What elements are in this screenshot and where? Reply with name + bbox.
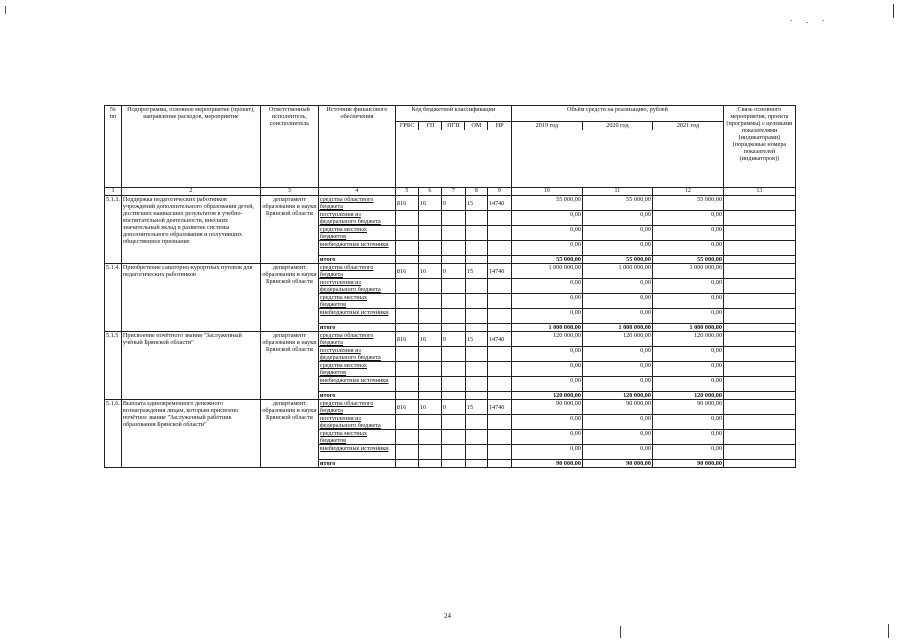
activity-name: Присвоение почётного звания "Заслуженный учёный Брянской области" (121, 332, 260, 400)
total-amount-cell: 1 000 000,00 (511, 324, 582, 332)
column-numbers-row (105, 188, 796, 196)
activity-name: Поддержка педагогических работников учреждений дополнительного образования детей, достигших наивысших результатов в учебно-воспитательной деятельности, внесших значительный вклад в развитие системы дополнительного образования и получивших общественное признание (121, 196, 260, 264)
amount-cell: 0,00 (511, 430, 582, 445)
total-amount-cell: 1 000 000,00 (652, 324, 723, 332)
funding-source: средства местных бюджетов (318, 362, 395, 377)
header-code-om: ОМ (465, 122, 488, 130)
budget-code-empty (418, 392, 441, 400)
indicator-link-cell (723, 377, 795, 392)
header-code-group (395, 106, 511, 188)
column-number: 10 (511, 188, 582, 196)
scan-artifact (893, 4, 894, 18)
funding-source: средства местных бюджетов (318, 294, 395, 309)
indicator-link-cell (723, 430, 795, 445)
total-amount-cell: 120 000,00 (511, 392, 582, 400)
header-code-grbs: ГРБС (396, 122, 419, 130)
budget-code: 0 (441, 196, 465, 211)
indicator-link-cell (723, 362, 795, 377)
budget-code-empty (465, 460, 487, 468)
indicator-link-cell (723, 211, 795, 226)
funding-source: поступления из федерального бюджета (318, 415, 395, 430)
total-amount-cell: 120 000,00 (652, 392, 723, 400)
budget-code-empty (395, 294, 418, 309)
budget-code: 816 (395, 264, 418, 279)
activity-name: Выплата единовременного денежного вознаграждения лицам, которым присвоено почётное звание "Заслуженный работник образования Брянской области" (121, 400, 260, 468)
amount-cell: 120 000,00 (652, 332, 723, 347)
budget-code-empty (418, 256, 441, 264)
amount-cell: 0,00 (652, 294, 723, 309)
budget-code: 14740 (487, 264, 511, 279)
amount-cell: 0,00 (582, 430, 652, 445)
amount-cell: 0,00 (582, 279, 652, 294)
budget-code: 15 (465, 332, 487, 347)
budget-code-empty (465, 279, 487, 294)
total-amount-cell: 55 000,00 (652, 256, 723, 264)
budget-code-empty (487, 294, 511, 309)
amount-cell: 0,00 (582, 445, 652, 460)
activity-number: 5.1.5 (105, 332, 122, 400)
table-header-row (105, 106, 796, 188)
amount-cell: 55 000,00 (652, 196, 723, 211)
amount-cell: 0,00 (652, 445, 723, 460)
header-source: Источник финансового обеспечения (318, 106, 395, 188)
budget-code-empty (441, 241, 465, 256)
header-year-2021: 2021 год (653, 122, 723, 130)
budget-code-empty (395, 377, 418, 392)
budget-code: 15 (465, 264, 487, 279)
budget-code-empty (418, 211, 441, 226)
total-amount-cell: 90 000,00 (652, 460, 723, 468)
total-amount-cell: 90 000,00 (582, 460, 652, 468)
budget-code-empty (441, 279, 465, 294)
indicator-link-cell (723, 241, 795, 256)
column-number: 9 (487, 188, 511, 196)
amount-cell: 0,00 (511, 226, 582, 241)
header-indicators: Связь основного мероприятия, проекта (программы) с целевыми показателями (индикаторами) (порядковые номера показателей (индикаторов)) (723, 106, 795, 188)
amount-cell: 90 000,00 (511, 400, 582, 415)
indicator-link-cell (723, 264, 795, 279)
amount-cell: 90 000,00 (652, 400, 723, 415)
budget-code: 816 (395, 400, 418, 415)
budget-code-empty (487, 324, 511, 332)
amount-cell: 0,00 (652, 415, 723, 430)
indicator-link-cell (723, 400, 795, 415)
activity-number: 5.1.3. (105, 196, 122, 264)
budget-code-empty (395, 415, 418, 430)
amount-cell: 55 000,00 (511, 196, 582, 211)
funding-source: средства областного бюджета (318, 196, 395, 211)
indicator-link-cell (723, 460, 795, 468)
amount-cell: 55 000,00 (582, 196, 652, 211)
header-code-nr: НР (488, 122, 511, 130)
amount-cell: 1 000 000,00 (511, 264, 582, 279)
total-label: итого (318, 460, 395, 468)
budget-code-empty (441, 362, 465, 377)
amount-cell: 0,00 (582, 377, 652, 392)
budget-code-empty (395, 324, 418, 332)
budget-code: 0 (441, 332, 465, 347)
budget-code-empty (441, 256, 465, 264)
total-label: итого (318, 324, 395, 332)
budget-code-empty (487, 211, 511, 226)
column-number: 12 (652, 188, 723, 196)
amount-cell: 0,00 (652, 226, 723, 241)
total-amount-cell: 120 000,00 (582, 392, 652, 400)
header-num: № пп (105, 106, 122, 188)
budget-code: 16 (418, 332, 441, 347)
budget-code-empty (465, 211, 487, 226)
budget-code: 14740 (487, 196, 511, 211)
amount-cell: 0,00 (652, 211, 723, 226)
budget-code-empty (487, 392, 511, 400)
funding-source: средства областного бюджета (318, 332, 395, 347)
budget-code-empty (465, 294, 487, 309)
amount-cell: 0,00 (652, 377, 723, 392)
funding-source: средства областного бюджета (318, 400, 395, 415)
activity-name: Приобретение санаторно-курортных путевок для педагогических работников (121, 264, 260, 332)
budget-code-empty (441, 324, 465, 332)
funding-source: средства областного бюджета (318, 264, 395, 279)
budget-code-empty (441, 347, 465, 362)
column-number: 6 (418, 188, 441, 196)
funding-source: поступления из федерального бюджета (318, 211, 395, 226)
budget-code: 16 (418, 400, 441, 415)
amount-cell: 0,00 (582, 226, 652, 241)
budget-code-empty (487, 309, 511, 324)
budget-code-empty (465, 256, 487, 264)
budget-code-empty (465, 445, 487, 460)
indicator-link-cell (723, 392, 795, 400)
total-amount-cell: 55 000,00 (582, 256, 652, 264)
responsible-executor: департамент образования и науки Брянской области (260, 196, 318, 264)
budget-code-empty (395, 460, 418, 468)
table-row (105, 400, 796, 415)
budget-code-empty (441, 294, 465, 309)
budget-code-empty (487, 377, 511, 392)
header-code-group-title: Код бюджетной классификации (411, 106, 496, 113)
budget-code: 816 (395, 332, 418, 347)
amount-cell: 120 000,00 (511, 332, 582, 347)
code-subheader (396, 121, 511, 130)
header-volume-group (511, 106, 723, 188)
funding-source: внебюджетные источники (318, 445, 395, 460)
total-amount-cell: 1 000 000,00 (582, 324, 652, 332)
budget-code-empty (441, 226, 465, 241)
funding-source: внебюджетные источники (318, 309, 395, 324)
amount-cell: 0,00 (511, 445, 582, 460)
responsible-executor: департамент образования и науки Брянской области (260, 400, 318, 468)
budget-code-empty (465, 347, 487, 362)
scan-artifact (822, 20, 824, 21)
amount-cell: 0,00 (511, 415, 582, 430)
budget-code-empty (418, 430, 441, 445)
budget-code-empty (465, 430, 487, 445)
column-number: 3 (260, 188, 318, 196)
budget-code: 16 (418, 196, 441, 211)
amount-cell: 0,00 (511, 347, 582, 362)
column-number: 7 (441, 188, 465, 196)
budget-code-empty (441, 430, 465, 445)
funding-source: внебюджетные источники (318, 377, 395, 392)
year-subheader (512, 121, 723, 130)
budget-code-empty (418, 415, 441, 430)
total-amount-cell: 55 000,00 (511, 256, 582, 264)
responsible-executor: департамент образования и науки Брянской области (260, 332, 318, 400)
budget-code: 14740 (487, 332, 511, 347)
budget-code-empty (418, 279, 441, 294)
funding-source: поступления из федерального бюджета (318, 279, 395, 294)
budget-table (104, 105, 796, 468)
header-year-2020: 2020 год (582, 122, 652, 130)
budget-code-empty (395, 430, 418, 445)
budget-code-empty (441, 392, 465, 400)
activity-number: 5.1.4. (105, 264, 122, 332)
budget-code-empty (441, 377, 465, 392)
budget-code-empty (487, 226, 511, 241)
budget-code-empty (395, 362, 418, 377)
amount-cell: 0,00 (582, 362, 652, 377)
budget-code: 0 (441, 400, 465, 415)
amount-cell: 0,00 (582, 241, 652, 256)
budget-code-empty (395, 279, 418, 294)
indicator-link-cell (723, 415, 795, 430)
scan-artifact (888, 624, 889, 638)
indicator-link-cell (723, 279, 795, 294)
budget-code-empty (395, 241, 418, 256)
funding-source: поступления из федерального бюджета (318, 347, 395, 362)
budget-code-empty (487, 347, 511, 362)
budget-code-empty (465, 309, 487, 324)
column-number: 4 (318, 188, 395, 196)
budget-code-empty (418, 309, 441, 324)
budget-code-empty (465, 392, 487, 400)
amount-cell: 1 000 000,00 (582, 264, 652, 279)
budget-code-empty (441, 445, 465, 460)
amount-cell: 0,00 (652, 347, 723, 362)
budget-code-empty (487, 241, 511, 256)
amount-cell: 0,00 (582, 415, 652, 430)
budget-code-empty (441, 211, 465, 226)
indicator-link-cell (723, 256, 795, 264)
budget-code-empty (418, 226, 441, 241)
amount-cell: 0,00 (652, 430, 723, 445)
budget-code-empty (395, 392, 418, 400)
column-number: 13 (723, 188, 795, 196)
indicator-link-cell (723, 324, 795, 332)
budget-code-empty (465, 241, 487, 256)
column-number: 8 (465, 188, 487, 196)
scan-artifact (790, 20, 792, 21)
amount-cell: 120 000,00 (582, 332, 652, 347)
budget-code-empty (418, 460, 441, 468)
total-label: итого (318, 256, 395, 264)
budget-code: 816 (395, 196, 418, 211)
indicator-link-cell (723, 294, 795, 309)
responsible-executor: департамент образования и науки Брянской области (260, 264, 318, 332)
budget-code-empty (418, 347, 441, 362)
header-volume-group-title: Объём средств на реализацию, рублей (566, 106, 668, 113)
scan-artifact (806, 22, 808, 23)
scan-artifact (620, 626, 621, 638)
column-number: 2 (121, 188, 260, 196)
budget-code-empty (418, 294, 441, 309)
budget-code-empty (395, 347, 418, 362)
amount-cell: 0,00 (511, 362, 582, 377)
amount-cell: 0,00 (511, 211, 582, 226)
indicator-link-cell (723, 309, 795, 324)
budget-code: 14740 (487, 400, 511, 415)
header-responsible: Ответственный исполнитель, соисполнитель (260, 106, 318, 188)
budget-code-empty (487, 362, 511, 377)
budget-code-empty (418, 241, 441, 256)
column-number: 5 (395, 188, 418, 196)
funding-source: внебюджетные источники (318, 241, 395, 256)
budget-code-empty (418, 324, 441, 332)
total-label: итого (318, 392, 395, 400)
table-row (105, 196, 796, 211)
column-number: 1 (105, 188, 122, 196)
amount-cell: 0,00 (582, 347, 652, 362)
amount-cell: 0,00 (652, 241, 723, 256)
budget-code-empty (441, 460, 465, 468)
table-row (105, 264, 796, 279)
budget-code-empty (487, 445, 511, 460)
activity-number: 5.1.6. (105, 400, 122, 468)
amount-cell: 0,00 (582, 309, 652, 324)
amount-cell: 0,00 (511, 309, 582, 324)
amount-cell: 90 000,00 (582, 400, 652, 415)
budget-code-empty (395, 445, 418, 460)
amount-cell: 0,00 (582, 294, 652, 309)
page-number: 24 (444, 612, 451, 620)
budget-code-empty (418, 377, 441, 392)
budget-code-empty (395, 256, 418, 264)
scan-artifact (5, 6, 6, 14)
indicator-link-cell (723, 332, 795, 347)
indicator-link-cell (723, 226, 795, 241)
amount-cell: 0,00 (652, 279, 723, 294)
amount-cell: 0,00 (652, 362, 723, 377)
amount-cell: 0,00 (582, 211, 652, 226)
amount-cell: 0,00 (511, 241, 582, 256)
budget-code-empty (395, 226, 418, 241)
budget-code-empty (487, 460, 511, 468)
budget-code-empty (487, 415, 511, 430)
amount-cell: 0,00 (511, 294, 582, 309)
header-code-pgp: ПГП (442, 122, 465, 130)
amount-cell: 0,00 (652, 309, 723, 324)
table-row (105, 332, 796, 347)
header-activity: Подпрограмма, основное мероприятие (проект), направление расходов, мероприятие (121, 106, 260, 188)
budget-code-empty (465, 377, 487, 392)
indicator-link-cell (723, 347, 795, 362)
header-code-gp: ГП (419, 122, 442, 130)
budget-code-empty (465, 226, 487, 241)
column-number: 11 (582, 188, 652, 196)
budget-code-empty (465, 324, 487, 332)
budget-code-empty (441, 309, 465, 324)
budget-code-empty (395, 211, 418, 226)
budget-code: 15 (465, 400, 487, 415)
amount-cell: 0,00 (511, 279, 582, 294)
funding-source: средства местных бюджетов (318, 430, 395, 445)
budget-code: 16 (418, 264, 441, 279)
header-year-2019: 2019 год (512, 122, 582, 130)
budget-code-empty (418, 445, 441, 460)
indicator-link-cell (723, 196, 795, 211)
budget-code-empty (465, 415, 487, 430)
budget-code-empty (487, 256, 511, 264)
funding-source: средства местных бюджетов (318, 226, 395, 241)
budget-code-empty (487, 279, 511, 294)
budget-code: 15 (465, 196, 487, 211)
budget-code-empty (441, 415, 465, 430)
budget-code-empty (418, 362, 441, 377)
amount-cell: 1 000 000,00 (652, 264, 723, 279)
budget-code-empty (487, 430, 511, 445)
budget-code: 0 (441, 264, 465, 279)
budget-code-empty (395, 309, 418, 324)
amount-cell: 0,00 (511, 377, 582, 392)
indicator-link-cell (723, 445, 795, 460)
budget-code-empty (465, 362, 487, 377)
total-amount-cell: 90 000,00 (511, 460, 582, 468)
